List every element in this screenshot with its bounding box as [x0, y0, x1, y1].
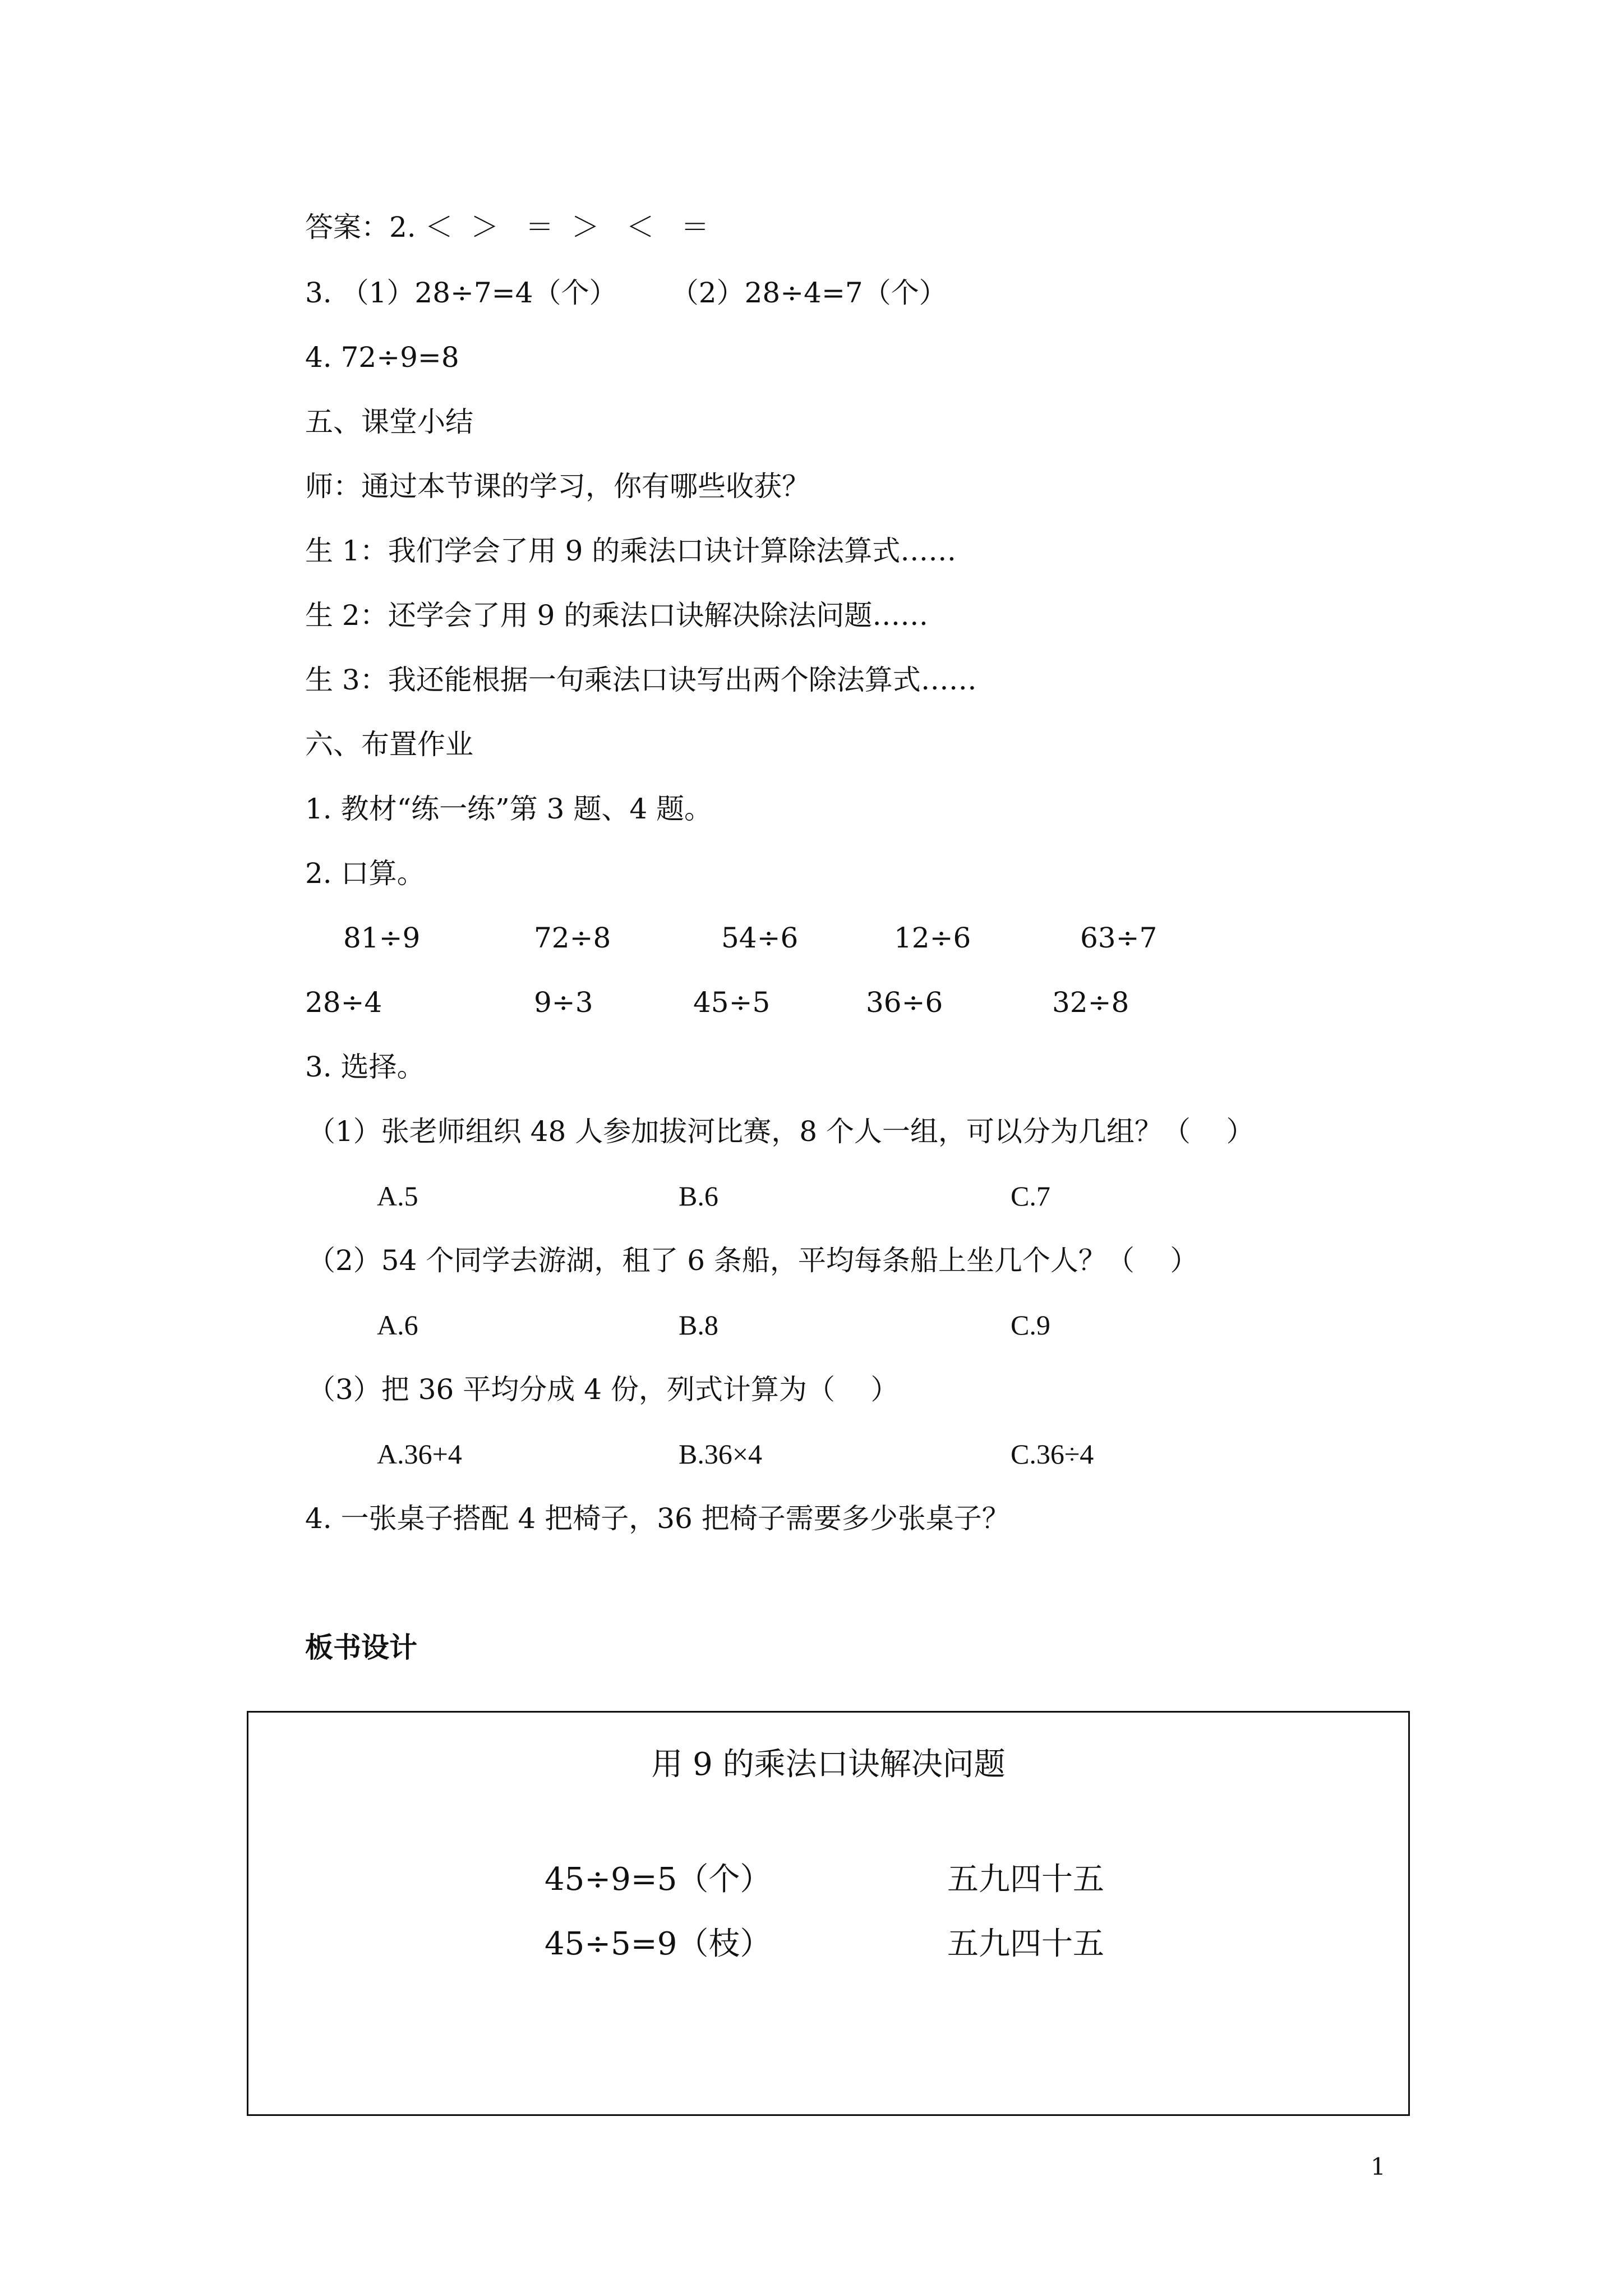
oral-calc-item: 54÷6	[721, 922, 799, 954]
homework-item-1: 1. 教材“练一练”第 3 题、4 题。	[305, 793, 713, 825]
choice-option: A.6	[377, 1309, 418, 1341]
homework-item-4: 4. 一张桌子搭配 4 把椅子，36 把椅子需要多少张桌子？	[305, 1502, 1010, 1535]
choice-option: C.36÷4	[1011, 1438, 1094, 1470]
oral-calc-item: 63÷7	[1080, 922, 1158, 954]
oral-calc-item: 72÷8	[534, 922, 611, 954]
page-number: 1	[1371, 2153, 1386, 2180]
answer-question-4: 4. 72÷9=8	[305, 341, 459, 374]
section-heading-summary: 五、课堂小结	[305, 406, 473, 438]
choice-option: A.36+4	[377, 1438, 462, 1470]
choice-option: B.6	[679, 1180, 718, 1212]
oral-calc-item: 81÷9	[343, 922, 421, 954]
oral-calc-item: 28÷4	[305, 986, 382, 1019]
answer-line: 答案：2. ＜ ＞ ＝ ＞ ＜ ＝	[305, 211, 709, 243]
choice-question: （3）把 36 平均分成 4 份，列式计算为（ ）	[307, 1373, 899, 1406]
oral-calc-item: 36÷6	[866, 986, 943, 1019]
section-heading-homework: 六、布置作业	[305, 728, 473, 761]
choice-option: C.7	[1011, 1180, 1050, 1212]
board-design-box	[247, 1711, 1410, 2116]
choice-option: B.8	[679, 1309, 718, 1341]
teacher-line: 师：通过本节课的学习，你有哪些收获？	[305, 470, 810, 503]
choice-question: （2）54 个同学去游湖，租了 6 条船，平均每条船上坐几个人？（ ）	[307, 1244, 1198, 1277]
oral-calc-item: 45÷5	[693, 986, 771, 1019]
choice-option: A.5	[377, 1180, 418, 1212]
board-title: 用 9 的乘法口诀解决问题	[651, 1746, 1006, 1783]
choice-question: （1）张老师组织 48 人参加拔河比赛，8 个人一组，可以分为几组？（ ）	[307, 1115, 1255, 1148]
student-3-line: 生 3：我还能根据一句乘法口诀写出两个除法算式……	[305, 664, 977, 696]
board-design-heading: 板书设计	[305, 1631, 417, 1664]
choice-option: C.9	[1011, 1309, 1050, 1341]
board-equation: 45÷5=9（枝）	[545, 1926, 772, 1962]
student-2-line: 生 2：还学会了用 9 的乘法口诀解决除法问题……	[305, 599, 929, 632]
answer-question-3: 3. （1）28÷7=4（个） （2）28÷4=7（个）	[305, 277, 947, 309]
homework-item-3: 3. 选择。	[305, 1051, 425, 1083]
board-rhyme: 五九四十五	[947, 1861, 1104, 1898]
oral-calc-item: 32÷8	[1052, 986, 1129, 1019]
oral-calc-item: 12÷6	[894, 922, 971, 954]
choice-option: B.36×4	[679, 1438, 763, 1470]
student-1-line: 生 1：我们学会了用 9 的乘法口诀计算除法算式……	[305, 535, 957, 567]
board-rhyme: 五九四十五	[947, 1926, 1104, 1962]
homework-item-2: 2. 口算。	[305, 857, 425, 890]
board-equation: 45÷9=5（个）	[545, 1861, 772, 1898]
oral-calc-item: 9÷3	[534, 986, 593, 1019]
